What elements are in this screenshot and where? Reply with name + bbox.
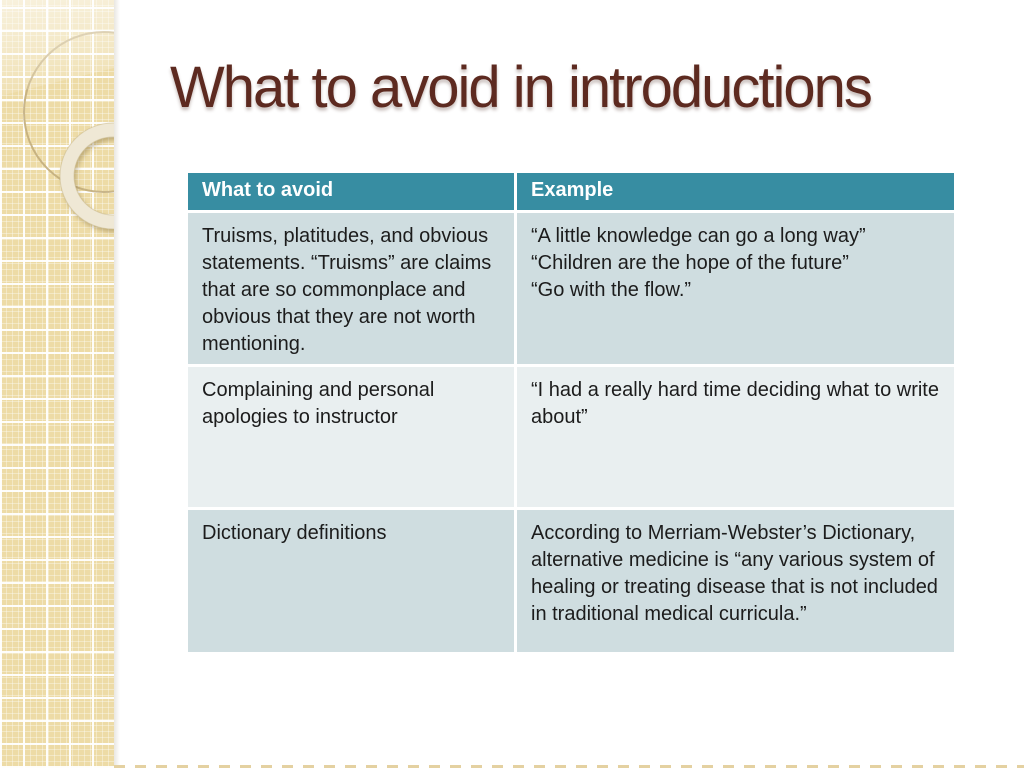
sidebar-edge-shadow [114,0,120,768]
avoid-text: Truisms, platitudes, and obvious statements. “Truisms” are claims that are so commonplace and obvious that they are not worth mentioning. [202,225,492,355]
avoid-examples-table [188,173,954,652]
example-line: “A little knowledge can go a long way” [531,225,866,247]
example-cell [517,367,954,507]
example-cell [517,510,954,652]
example-line: “Children are the hope of the future” [531,252,849,274]
header-example: Example [517,173,954,210]
header-what-to-avoid: What to avoid [188,173,514,210]
avoid-cell [188,213,514,364]
avoid-text: Complaining and personal apologies to instructor [202,379,435,428]
example-text: According to Merriam-Webster’s Dictionary, alternative medicine is “any various system of healing or treating disease that is not included in traditional medical curricula.” [531,522,938,625]
circle-ornaments [0,0,114,768]
avoid-text: Dictionary definitions [202,522,387,544]
example-line: “Go with the flow.” [531,279,692,301]
table-header-row [188,173,954,210]
avoid-cell [188,510,514,652]
table-row-dictionary [188,510,954,652]
table-row-truisms [188,213,954,364]
example-text: “I had a really hard time deciding what to write about” [531,379,939,428]
example-cell [517,213,954,364]
slide-title: What to avoid in introductions [170,55,871,120]
avoid-cell [188,367,514,507]
grid-pattern-sidebar [0,0,114,768]
table-row-complaining [188,367,954,507]
